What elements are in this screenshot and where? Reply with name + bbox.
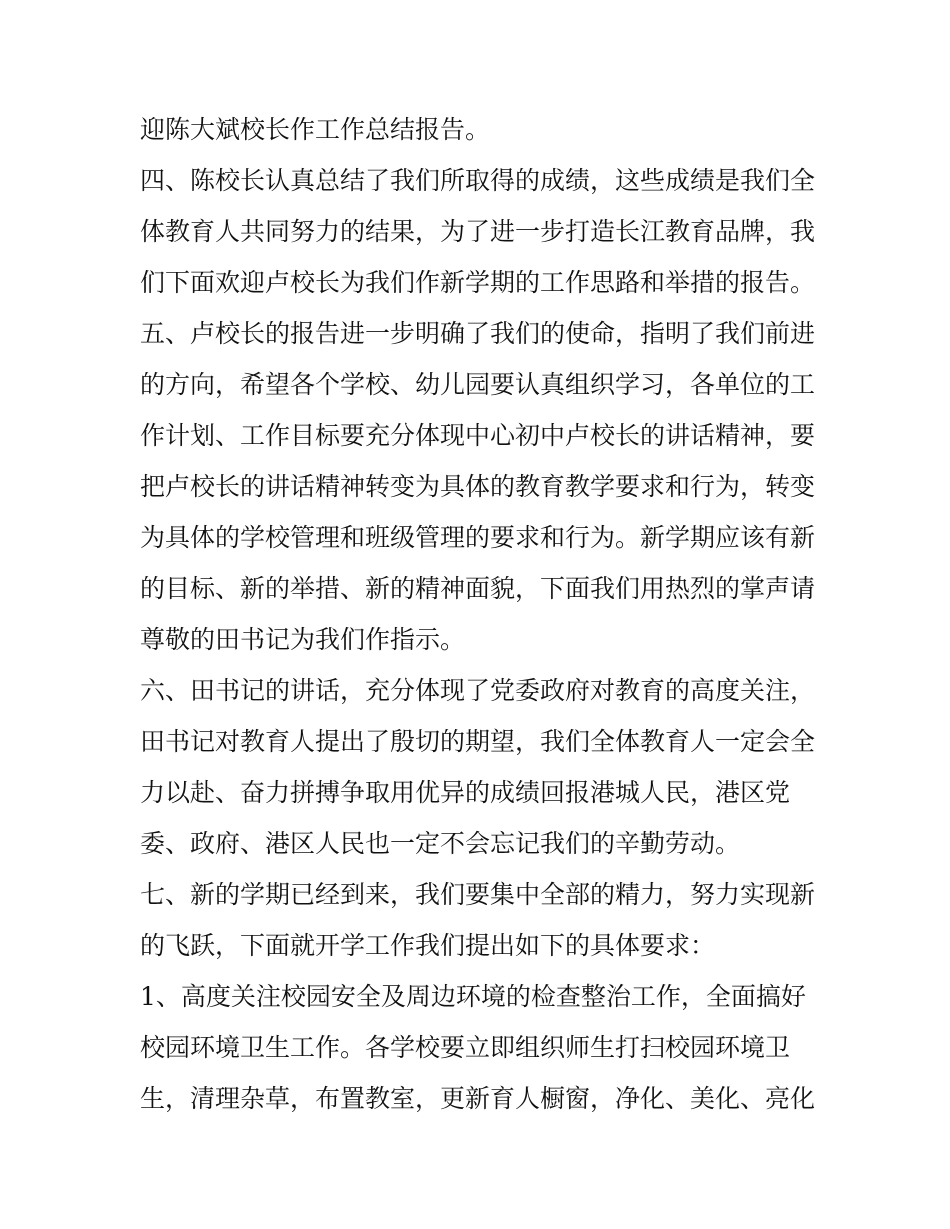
text-line: 校园环境卫生工作。各学校要立即组织师生打扫校园环境卫 — [140, 1033, 791, 1062]
text-line: 作计划、工作目标要充分体现中心初中卢校长的讲话精神，要 — [140, 421, 816, 450]
body-text — [140, 104, 830, 1124]
text-line: 的方向，希望各个学校、幼儿园要认真组织学习，各单位的工 — [140, 370, 816, 399]
text-line: 把卢校长的讲话精神转变为具体的教育教学要求和行为，转变 — [140, 472, 816, 501]
text-line: 生，清理杂草，布置教室，更新育人橱窗，净化、美化、亮化 — [140, 1084, 816, 1113]
text-line: 1、高度关注校园安全及周边环境的检查整治工作，全面搞好 — [140, 982, 806, 1011]
text-line: 尊敬的田书记为我们作指示。 — [140, 625, 466, 654]
text-line: 迎陈大斌校长作工作总结报告。 — [140, 115, 491, 144]
text-line: 们下面欢迎卢校长为我们作新学期的工作思路和举措的报告。 — [140, 268, 816, 297]
text-line: 的飞跃，下面就开学工作我们提出如下的具体要求： — [140, 931, 716, 960]
text-line: 七、新的学期已经到来，我们要集中全部的精力，努力实现新 — [140, 880, 816, 909]
text-line: 五、卢校长的报告进一步明确了我们的使命，指明了我们前进 — [140, 319, 816, 348]
text-line: 力以赴、奋力拼搏争取用优异的成绩回报港城人民，港区党 — [140, 778, 791, 807]
text-line: 体教育人共同努力的结果，为了进一步打造长江教育品牌，我 — [140, 217, 816, 246]
text-line: 委、政府、港区人民也一定不会忘记我们的辛勤劳动。 — [140, 829, 741, 858]
text-line: 四、陈校长认真总结了我们所取得的成绩，这些成绩是我们全 — [140, 166, 816, 195]
text-line: 的目标、新的举措、新的精神面貌，下面我们用热烈的掌声请 — [140, 574, 816, 603]
text-line: 六、田书记的讲话，充分体现了党委政府对教育的高度关注， — [140, 676, 816, 705]
text-line: 田书记对教育人提出了殷切的期望，我们全体教育人一定会全 — [140, 727, 816, 756]
text-line: 为具体的学校管理和班级管理的要求和行为。新学期应该有新 — [140, 523, 816, 552]
